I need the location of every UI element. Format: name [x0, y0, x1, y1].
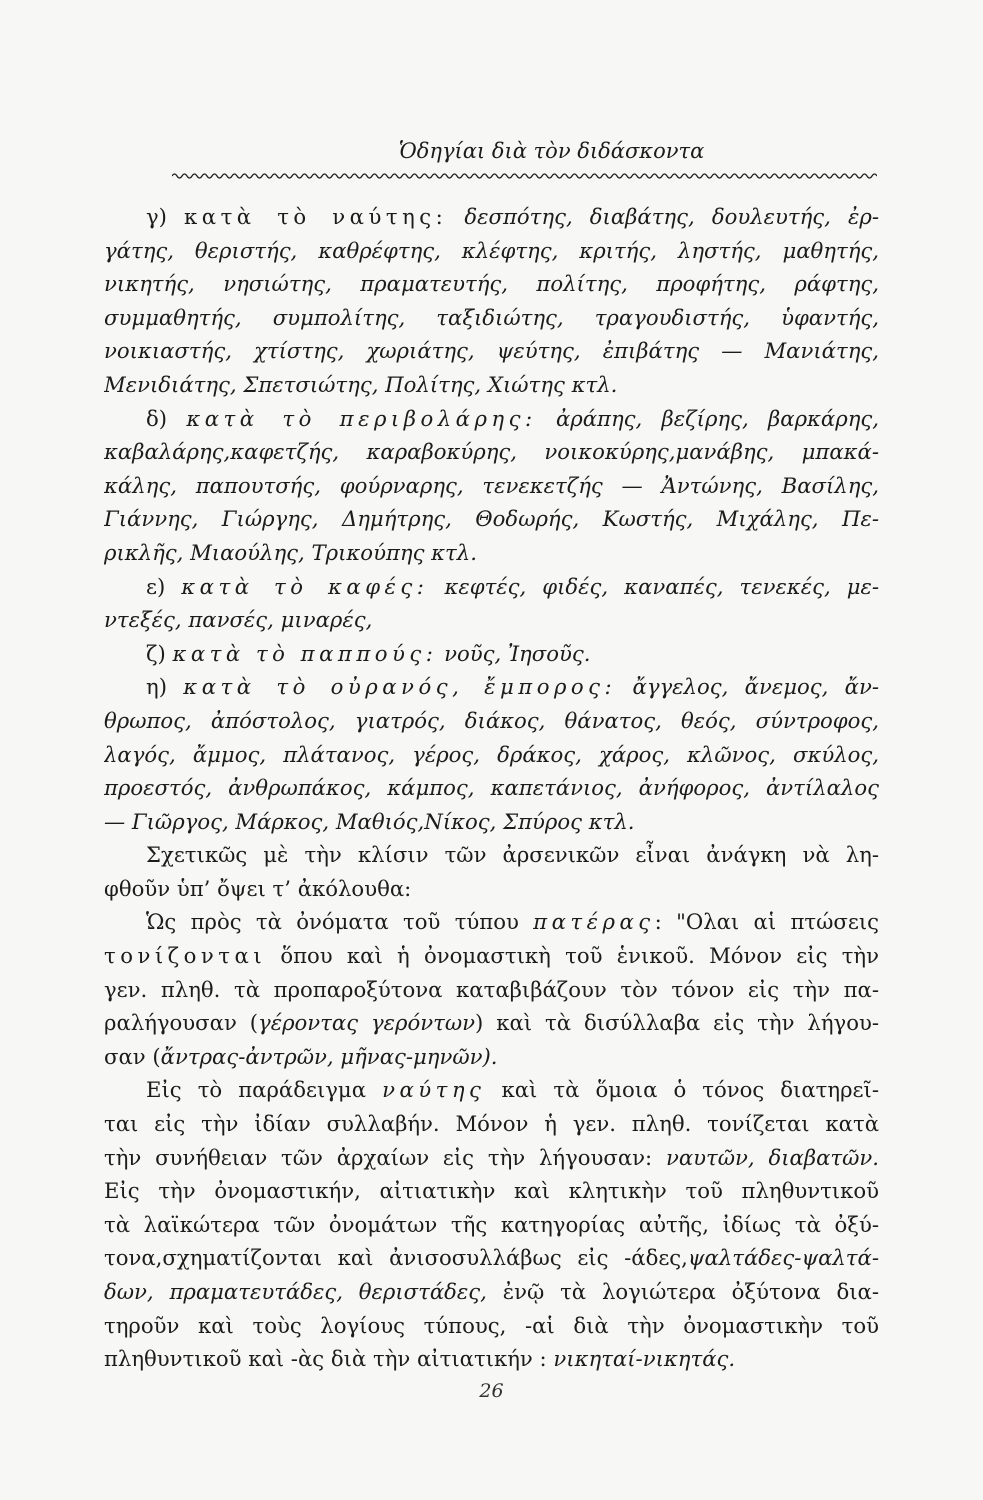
text-line — [104, 637, 879, 671]
text-span: : "Ολαι αἱ πτώσεις — [654, 909, 879, 935]
text-span: ναυτῶν, διαβατῶν. — [665, 1144, 879, 1170]
paradigm-word: πατέρας — [533, 909, 655, 935]
text-span: κεφτές, φιδές, καναπές, τενεκές, με- — [444, 573, 879, 599]
spaced-word: τονίζονται — [104, 943, 267, 969]
text-span: Ὡς πρὸς τὰ ὀνόματα τοῦ τύπου — [146, 909, 534, 935]
text-span: τονα,σχηματίζονται καὶ ἀνισοσυλλάβως εἰς -άδες, — [104, 1245, 688, 1271]
text-line — [104, 1342, 879, 1376]
text-line: κάλης, παπουτσής, φούρναρης, τενεκετζής — Ἀντώνης, Βασίλης, — [104, 472, 879, 498]
text-line: ρικλῆς, Μιαούλης, Τρικούπης κτλ. — [104, 539, 477, 565]
text-line — [104, 838, 879, 872]
text-line — [104, 1275, 879, 1309]
text-span: πληθυντικοῦ καὶ -ὰς διὰ τὴν αἰτιατικήν : — [104, 1346, 554, 1372]
text-span: ) καὶ τὰ δισύλλαβα εἰς τὴν λήγου- — [475, 1010, 879, 1036]
text-line: συμμαθητής, συμπολίτης, ταξιδιώτης, τραγουδιστής, ὑφαντής, — [104, 304, 879, 330]
text-span: γέροντας γερόντων — [258, 1010, 476, 1036]
text-line: προεστός, ἀνθρωπάκος, κάμπος, καπετάνιος, ἀνήφορος, ἀντίλαλος — [104, 775, 879, 801]
text-span: ἄντρας-ἀντρῶν, μῆνας-μηνῶν). — [160, 1043, 498, 1069]
item-label-zeta: ζ) — [146, 640, 173, 666]
text-span: νοῦς, Ἰησοῦς. — [444, 640, 591, 666]
text-span: δων, πραματευτάδες, θεριστάδες, — [104, 1279, 487, 1304]
item-label-gamma: γ) — [146, 204, 185, 229]
text-span: νικηταί-νικητάς. — [553, 1346, 736, 1372]
paradigm-word: κατὰ τὸ οὐρανός, ἔμπορος: — [183, 674, 617, 700]
text-line: γεν. πληθ. τὰ προπαροξύτονα καταβιβάζουν τὸν τόνον εἰς τὴν πα- — [104, 976, 879, 1002]
paradigm-word: κατὰ τὸ ναύτης: — [184, 204, 448, 229]
item-label-epsilon: ε) — [146, 573, 182, 599]
text-line — [104, 1073, 879, 1107]
text-line — [104, 570, 879, 604]
text-line: θρωπος, ἀπόστολος, γιατρός, διάκος, θάνατος, θεός, σύντροφος, — [104, 707, 879, 733]
text-line: Μενιδιάτης, Σπετσιώτης, Πολίτης, Χιώτης κτλ. — [104, 371, 618, 397]
text-span: ψαλτάδες-ψαλτά- — [687, 1245, 879, 1271]
text-span: ραλήγουσαν ( — [104, 1010, 259, 1036]
text-span: τὴν συνήθειαν τῶν ἀρχαίων εἰς τὴν λήγουσαν: — [104, 1144, 666, 1170]
text-line: γάτης, θεριστής, καθρέφτης, κλέφτης, κριτής, ληστής, μαθητής, — [104, 237, 879, 263]
text-span: Σχετικῶς μὲ τὴν κλίσιν τῶν ἀρσενικῶν εἶναι ἀνάγκη νὰ λη- — [146, 842, 879, 868]
text-line: καβαλάρης,καφετζής, καραβοκύρης, νοικοκύρης,μανάβης, μπακά- — [104, 439, 879, 465]
text-line: τὰ λαϊκώτερα τῶν ὀνομάτων τῆς κατηγορίας αὐτῆς, ἰδίως τὰ ὀξύ- — [104, 1211, 879, 1237]
page-number: 26 — [479, 1380, 504, 1402]
text-span: δεσπότης, διαβάτης, δουλευτής, ἐρ- — [464, 204, 879, 229]
item-label-delta: δ) — [146, 405, 187, 431]
text-line — [104, 402, 879, 436]
text-line: ται εἰς τὴν ἰδίαν συλλαβήν. Μόνον ἡ γεν. πληθ. τονίζεται κατὰ — [104, 1111, 879, 1137]
text-line — [104, 1141, 879, 1175]
text-line: Γιάννης, Γιώργης, Δημήτρης, Θοδωρής, Κωστής, Μιχάλης, Πε- — [104, 506, 879, 532]
text-line: Εἰς τὴν ὀνομαστικήν, αἰτιατικὴν καὶ κλητικὴν τοῦ πληθυντικοῦ — [104, 1178, 879, 1204]
text-line — [104, 1241, 879, 1275]
text-line — [104, 905, 879, 939]
text-line — [104, 1040, 879, 1074]
text-line — [104, 939, 879, 973]
text-line: φθοῦν ὑπ’ ὄψει τ’ ἀκόλουθα: — [104, 875, 412, 901]
running-head: Ὁδηγίαι διὰ τὸν διδάσκοντα — [398, 139, 705, 163]
text-line — [104, 200, 879, 234]
text-span: ὅπου καὶ ἡ ὀνομαστικὴ τοῦ ἑνικοῦ. Μόνον εἰς τὴν — [266, 943, 879, 969]
text-line: τηροῦν καὶ τοὺς λογίους τύπους, -αἱ διὰ τὴν ὀνομαστικὴν τοῦ — [104, 1312, 879, 1338]
text-span: σαν ( — [104, 1043, 161, 1069]
text-span: ἀράπης, βεζίρης, βαρκάρης, — [555, 405, 879, 431]
paradigm-word: κατὰ τὸ καφές: — [181, 573, 429, 599]
item-label-eta: η) — [146, 674, 184, 700]
text-line: ντεξές, πανσές, μιναρές, — [104, 607, 373, 633]
text-line — [104, 1006, 879, 1040]
text-line: — Γιῶργος, Μάρκος, Μαθιός,Νίκος, Σπύρος κτλ. — [104, 808, 635, 834]
text-line: λαγός, ἄμμος, πλάτανος, γέρος, δράκος, χάρος, κλῶνος, σκύλος, — [104, 741, 879, 767]
text-span: καὶ τὰ ὅμοια ὁ τόνος διατηρεῖ- — [485, 1077, 879, 1103]
text-span: ἄγγελος, ἄνεμος, ἄν- — [632, 674, 879, 700]
paradigm-word: κατὰ τὸ παππούς: — [172, 640, 438, 666]
text-line — [104, 670, 879, 704]
text-span: ἐνῷ τὰ λογιώτερα ὀξύτονα δια- — [486, 1279, 879, 1304]
paradigm-word: κατὰ τὸ περιβολάρης: — [186, 405, 537, 431]
paradigm-word: ναύτης — [382, 1077, 486, 1103]
body-text — [104, 200, 879, 1376]
header-wavy-rule — [172, 172, 877, 180]
text-line: νικητής, νησιώτης, πραματευτής, πολίτης, προφήτης, ράφτης, — [104, 271, 879, 297]
text-span: Εἰς τὸ παράδειγμα — [146, 1077, 383, 1103]
text-line: νοικιαστής, χτίστης, χωριάτης, ψεύτης, ἐπιβάτης — Μανιάτης, — [104, 338, 879, 364]
